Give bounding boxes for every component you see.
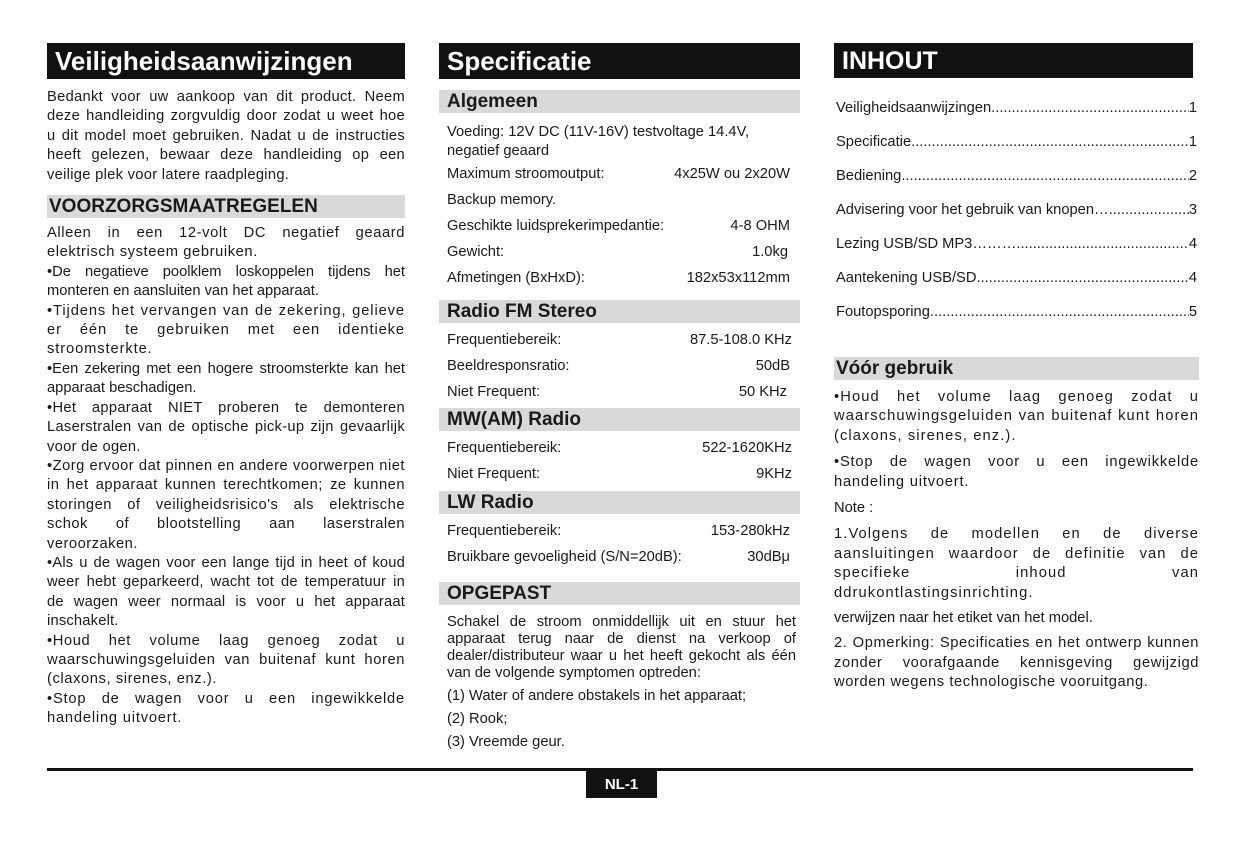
toc-item[interactable] bbox=[834, 227, 1197, 261]
mw-title: MW(AM) Radio bbox=[439, 408, 800, 431]
caution-item: (3) Vreemde geur. bbox=[447, 734, 565, 750]
spec-label: Frequentiebereik: bbox=[447, 523, 562, 539]
spec-label: Frequentiebereik: bbox=[447, 332, 562, 348]
before-use-title: Vóór gebruik bbox=[834, 357, 1199, 380]
toc-page: 4 bbox=[1188, 236, 1197, 252]
contents-column bbox=[834, 43, 1199, 693]
spec-label: Afmetingen (BxHxD): bbox=[447, 270, 585, 286]
before-use-p2: •Stop de wagen voor u een ingewikkelde handeling uitvoert. bbox=[834, 454, 1199, 490]
page-number: NL-1 bbox=[586, 771, 657, 798]
spec-label: Niet Frequent: bbox=[447, 466, 541, 482]
safety-column bbox=[47, 43, 405, 729]
contents-title: INHOUT bbox=[834, 43, 1193, 78]
precaution-item: •Zorg ervoor dat pinnen en andere voorwerpen niet in het apparaat kunnen terechtkomen; ze kunnen storingen of veiligheidsrisico's als elektrische schok of blootstelling aan laserstralen veroorzaken. bbox=[47, 457, 405, 552]
spec-row bbox=[439, 435, 800, 461]
toc-page: 3 bbox=[1188, 202, 1197, 218]
spec-row bbox=[439, 518, 800, 544]
toc-item[interactable] bbox=[834, 91, 1197, 125]
note-1: 1.Volgens de modellen en de diverse aansluitingen waardoor de definitie van de specifieke inhoud van ddrukontlastingsinrichting. bbox=[834, 526, 1199, 601]
toc-dots bbox=[1016, 227, 1188, 261]
toc-label: Specificatie bbox=[836, 134, 912, 150]
precaution-item: •De negatieve poolklem loskoppelen tijdens het monteren en aansluiten van het apparaat. bbox=[47, 263, 405, 300]
toc-dots bbox=[911, 125, 1189, 159]
spec-row bbox=[439, 461, 800, 487]
before-use-p1: •Houd het volume laag genoeg zodat u waarschuwingsgeluiden van buitenaf kunt horen (claxons, sirenes, enz.). bbox=[834, 389, 1199, 444]
precaution-item: •Tijdens het vervangen van de zekering, gelieve er één te gebruiken met een identieke stroomsterkte. bbox=[47, 302, 405, 358]
spec-value: 1.0kg bbox=[752, 244, 788, 260]
backup-text: Backup memory. bbox=[447, 192, 557, 208]
toc-item[interactable] bbox=[834, 125, 1197, 159]
spec-value: 4-8 OHM bbox=[730, 218, 790, 234]
toc-dots bbox=[991, 91, 1189, 125]
toc-item[interactable] bbox=[834, 261, 1197, 295]
precaution-item: •Een zekering met een hogere stroomsterkte kan het apparaat beschadigen. bbox=[47, 360, 405, 397]
caution-item: (1) Water of andere obstakels in het apparaat; bbox=[447, 688, 747, 704]
spec-label: Frequentiebereik: bbox=[447, 440, 562, 456]
fm-title: Radio FM Stereo bbox=[439, 300, 800, 323]
spec-row bbox=[439, 213, 800, 239]
precaution-item: Alleen in een 12-volt DC negatief geaard elektrisch systeem gebruiken. bbox=[47, 225, 405, 261]
precaution-item: •Stop de wagen voor u een ingewikkelde handeling uitvoert. bbox=[47, 690, 405, 727]
spec-row bbox=[439, 379, 800, 405]
precaution-item: •Houd het volume laag genoeg zodat u waarschuwingsgeluiden van buitenaf kunt horen (claxons, sirenes, enz.). bbox=[47, 632, 405, 688]
toc-label: Aantekening USB/SD bbox=[836, 270, 977, 286]
spec-title: Specificatie bbox=[439, 43, 800, 79]
caution-title: OPGEPAST bbox=[439, 582, 800, 605]
toc-item[interactable] bbox=[834, 193, 1197, 227]
toc-item[interactable] bbox=[834, 295, 1197, 329]
spec-value: 153-280kHz bbox=[710, 523, 790, 539]
precautions-title: VOORZORGSMAATREGELEN bbox=[47, 195, 405, 218]
spec-label: Gewicht: bbox=[447, 244, 505, 260]
spec-row bbox=[439, 239, 800, 265]
toc-label: Lezing USB/SD MP3……… bbox=[836, 236, 1017, 252]
spec-value: 50 KHz bbox=[738, 384, 787, 400]
precaution-item: •Het apparaat NIET proberen te demonteren Laserstralen van de optische pick-up zijn gevaarlijk voor de ogen. bbox=[47, 399, 405, 455]
safety-title: Veiligheidsaanwijzingen bbox=[47, 43, 405, 79]
toc-label: Foutopsporing bbox=[836, 304, 930, 320]
note-2: 2. Opmerking: Specificaties en het ontwerp kunnen zonder voorafgaande kennisgeving gewijzigd worden wegens technologische vooruitgang. bbox=[834, 635, 1199, 691]
spec-value: 182x53x112mm bbox=[686, 270, 790, 286]
toc-dots bbox=[930, 295, 1189, 329]
precaution-item: •Als u de wagen voor een lange tijd in heet of koud weer hebt geparkeerd, wacht tot de temperatuur in de wagen weer normaal is voor u het apparaat inschakelt. bbox=[47, 554, 405, 630]
toc-item[interactable] bbox=[834, 159, 1197, 193]
safety-intro: Bedankt voor uw aankoop van dit product. Neem deze handleiding zorgvuldig door zodat u weet hoe u dit model moet gebruiken. Nadat u de instructies heeft gelezen, bewaar deze handleiding op een veilige plek voor latere raadpleging. bbox=[47, 89, 405, 183]
note-1b: verwijzen naar het etiket van het model. bbox=[834, 610, 1093, 627]
spec-value: 50dB bbox=[755, 358, 790, 374]
toc-dots bbox=[901, 159, 1188, 193]
spec-value: 30dBμ bbox=[747, 549, 790, 565]
toc-label: Veiligheidsaanwijzingen bbox=[836, 100, 992, 116]
spec-row bbox=[439, 353, 800, 379]
note-label: Note : bbox=[834, 500, 874, 517]
power-text: Voeding: 12V DC (11V-16V) testvoltage 14.4V, negatief geaard bbox=[447, 124, 750, 159]
spec-row bbox=[439, 544, 800, 570]
spec-column bbox=[439, 43, 800, 754]
toc-label: Bediening bbox=[836, 168, 902, 184]
caution-text: Schakel de stroom onmiddellijk uit en stuur het apparaat terug naar de dienst na verkoop of dealer/distributeur waar u het heeft gekocht als één van de volgende symptomen optreden: bbox=[447, 614, 796, 681]
spec-value: 9KHz bbox=[756, 466, 792, 482]
spec-value: 4x25W ou 2x20W bbox=[674, 166, 790, 182]
spec-label: Beeldresponsratio: bbox=[447, 358, 570, 374]
spec-row bbox=[439, 327, 800, 353]
toc-dots bbox=[976, 261, 1188, 295]
spec-label: Bruikbare gevoeligheid (S/N=20dB): bbox=[447, 549, 682, 565]
spec-label: Maximum stroomoutput: bbox=[447, 166, 605, 182]
spec-row bbox=[439, 265, 800, 291]
toc-dots bbox=[1109, 193, 1189, 227]
general-title: Algemeen bbox=[439, 90, 800, 113]
toc-page: 1 bbox=[1188, 134, 1197, 150]
toc-page: 1 bbox=[1188, 100, 1197, 116]
spec-label: Niet Frequent: bbox=[447, 384, 541, 400]
spec-row bbox=[439, 161, 800, 187]
toc-label: Advisering voor het gebruik van knopen… bbox=[836, 202, 1109, 218]
spec-label: Geschikte luidsprekerimpedantie: bbox=[447, 218, 665, 234]
caution-item: (2) Rook; bbox=[447, 711, 508, 727]
spec-value: 522-1620KHz bbox=[702, 440, 792, 456]
lw-title: LW Radio bbox=[439, 491, 800, 514]
toc-page: 2 bbox=[1188, 168, 1197, 184]
toc-page: 4 bbox=[1188, 270, 1197, 286]
spec-value: 87.5-108.0 KHz bbox=[689, 332, 792, 348]
toc-page: 5 bbox=[1188, 304, 1197, 320]
